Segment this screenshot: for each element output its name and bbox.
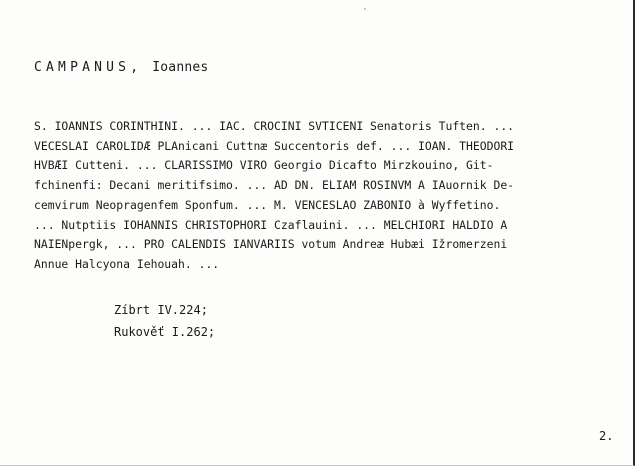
reference-entry: Rukověť I.262; [114,325,216,339]
body-line: fchinenfi: Decani meritifsimo. ... AD DN. ELIAM ROSINVM A IAuornik De- [34,178,515,193]
card-body-text [34,117,514,275]
body-line: NAIENpergk, ... PRO CALENDIS IANVARIIS votum Andreæ Hubæi Ižromerzeni [34,237,508,252]
reference-entry: Zíbrt IV.224; [114,303,208,317]
paper-speck [364,8,366,10]
body-line: ... Nutptiis IOHANNIS CHRISTOPHORI Czaflauini. ... MELCHIORI HALDIO A [34,217,508,232]
bibliographic-references [114,299,215,343]
body-line: cemvirum Neopragenfem Sponfum. ... M. VENCESLAO ZABONIO à Wyffetino. [34,197,501,212]
body-line: S. IOANNIS CORINTHINI. ... IAC. CROCINI SVTICENI Senatoris Tuften. ... [34,119,515,133]
page-number: 2. [599,429,614,443]
body-line: VECESLAI CAROLIDÆ PLAnicani Cuttnæ Succentoris def. ... IOAN. THEODORI [34,138,515,153]
body-line: HVBÆI Cutteni. ... CLARISSIMO VIRO Georgio Dicafto Mirzkouino, Git- [34,158,494,173]
author-surname: CAMPANUS, [34,60,143,75]
body-line: Annue Halcyona Iehouah. ... [34,256,220,271]
card-heading [34,60,208,75]
author-given-name: Ioannes [152,60,209,75]
